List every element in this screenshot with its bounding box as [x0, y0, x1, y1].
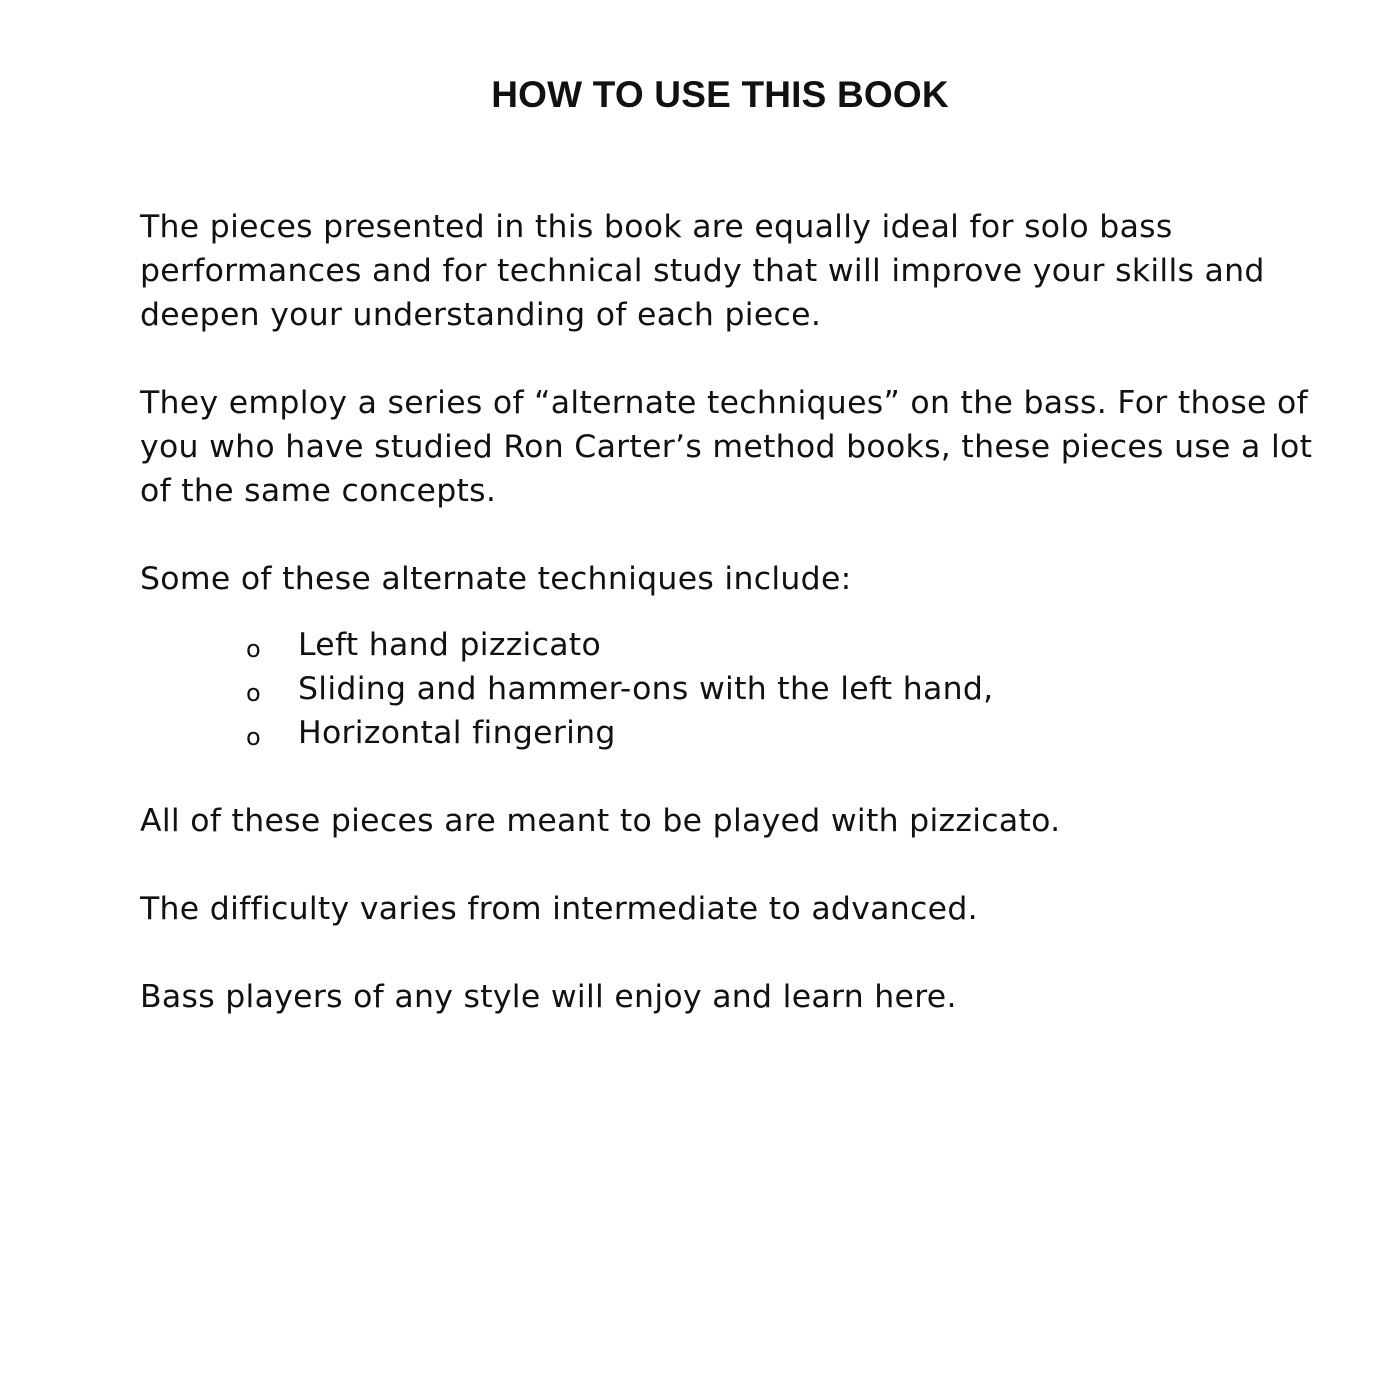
document-body	[140, 205, 1320, 1063]
list-item	[140, 623, 1320, 667]
list-item	[140, 711, 1320, 755]
techniques-list	[140, 623, 1320, 755]
list-item	[140, 667, 1320, 711]
pizzicato-paragraph: All of these pieces are meant to be played with pizzicato.	[140, 803, 1061, 839]
bullet-circle-icon: o	[246, 635, 261, 663]
difficulty-paragraph: The difficulty varies from intermediate to advanced.	[140, 891, 978, 927]
intro-paragraph: The pieces presented in this book are equally ideal for solo bass performances and for technical study that will improve your skills and deepen your understanding of each piece.	[140, 209, 1265, 333]
page-title: HOW TO USE THIS BOOK	[491, 74, 949, 115]
bullet-circle-icon: o	[246, 723, 261, 751]
bullet-circle-icon: o	[246, 679, 261, 707]
list-item-text: Sliding and hammer-ons with the left hand,	[298, 671, 994, 707]
list-item-text: Left hand pizzicato	[298, 627, 602, 663]
list-item-text: Horizontal fingering	[298, 715, 616, 751]
audience-paragraph: Bass players of any style will enjoy and learn here.	[140, 979, 957, 1015]
techniques-paragraph: They employ a series of “alternate techniques” on the bass. For those of you who have studied Ron Carter’s method books, these pieces use a lot of the same concepts.	[140, 385, 1313, 509]
techniques-intro-paragraph: Some of these alternate techniques include:	[140, 561, 852, 597]
